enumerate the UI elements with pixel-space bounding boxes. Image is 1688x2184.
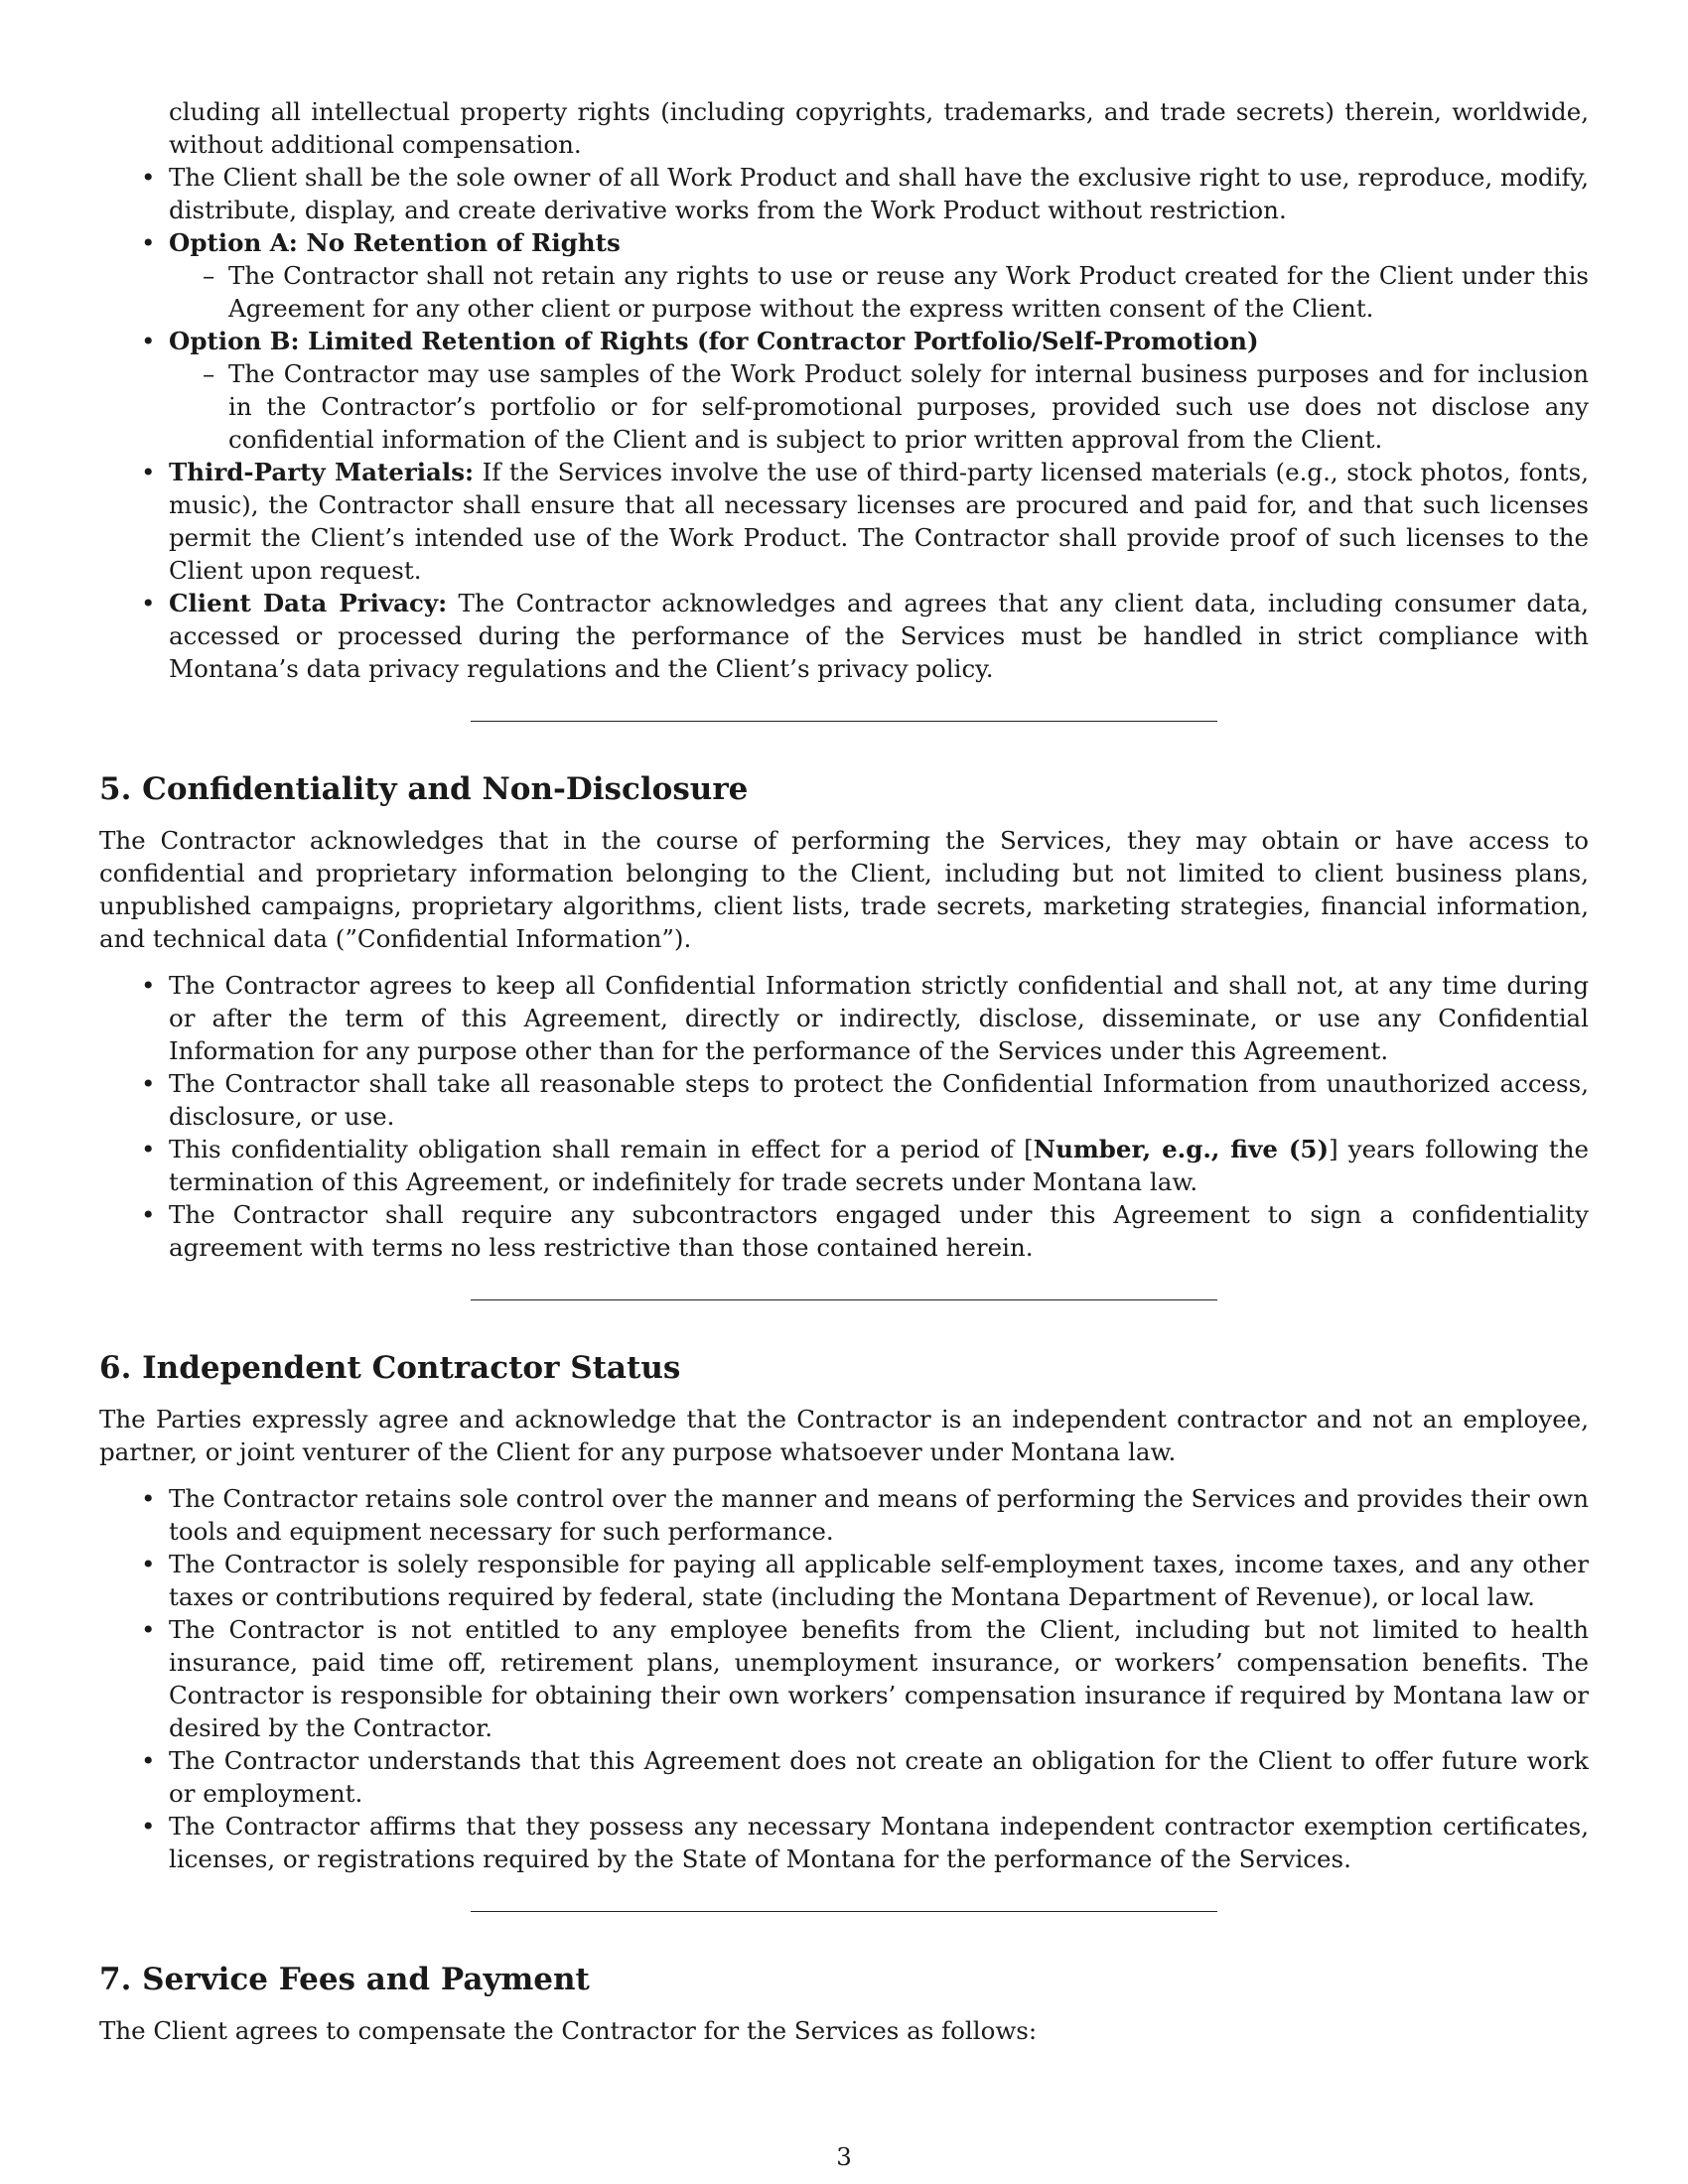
section-7-intro: The Client agrees to compensate the Contractor for the Services as follows:	[99, 2016, 1038, 2045]
third-party-label: Third-Party Materials:	[169, 458, 475, 486]
list-item: • The Contractor affirms that they possess any necessary Montana independent contractor exemption certificates, licenses, or registrations required by the State of Montana for the performance of the Services.	[99, 1810, 1589, 1875]
contractor-status-list	[99, 1482, 1589, 1875]
list-item	[99, 1133, 1589, 1198]
list-item: • The Contractor shall require any subcontractors engaged under this Agreement to sign a confidentiality agreement with terms no less restrictive than those contained herein.	[99, 1198, 1589, 1264]
list-item-option-b	[99, 325, 1589, 456]
section-6-heading: 6. Independent Contractor Status	[99, 1350, 681, 1386]
list-item: • The Client shall be the sole owner of all Work Product and shall have the exclusive right to use, reproduce, modify, distribute, display, and create derivative works from the Work Product without restriction.	[99, 161, 1589, 226]
section-divider	[471, 1299, 1217, 1300]
list-item: • The Contractor is solely responsible for paying all applicable self-employment taxes, income taxes, and any other taxes or contributions required by federal, state (including the Montana Department of Revenue), or local law.	[99, 1548, 1589, 1613]
list-item-option-a	[99, 226, 1589, 325]
section-7-heading: 7. Service Fees and Payment	[99, 1962, 590, 1997]
document-page	[99, 95, 1589, 2061]
section-5-intro: The Contractor acknowledges that in the course of performing the Services, they may obtain or have access to confidential and proprietary information belonging to the Client, including but not limited to client business plans, unpublished campaigns, proprietary algorithms, client lists, trade secrets, marketing strategies, financial information, and technical data (”Confidential Information”).	[99, 826, 1589, 953]
list-item: • The Contractor agrees to keep all Confidential Information strictly confidential and shall not, at any time during or after the term of this Agreement, directly or indirectly, disclose, disseminate, or use any Confidential Information for any purpose other than for the performance of the Services under this Agreement.	[99, 969, 1589, 1067]
item-text-post: ] years following the termination of this Agreement, or indefinitely for trade secrets under Montana law.	[169, 1135, 1589, 1196]
placeholder-number: Number, e.g., five (5)	[1033, 1135, 1330, 1163]
option-a-title: Option A: No Retention of Rights	[169, 228, 621, 257]
option-b-sublist	[169, 357, 1589, 456]
privacy-text: The Contractor acknowledges and agrees that any client data, including consumer data, accessed or processed during the performance of the Services must be handled in strict compliance with Montana’s data privacy regulations and the Client’s privacy policy.	[169, 589, 1589, 683]
ip-rights-list	[99, 95, 1589, 685]
confidentiality-list	[99, 969, 1589, 1264]
list-item: • The Contractor retains sole control over the manner and means of performing the Services and provides their own tools and equipment necessary for such performance.	[99, 1482, 1589, 1548]
list-item: • The Contractor understands that this Agreement does not create an obligation for the Client to offer future work or employment.	[99, 1744, 1589, 1810]
list-item-third-party	[99, 456, 1589, 587]
section-divider	[471, 721, 1217, 722]
list-item: • The Contractor shall take all reasonable steps to protect the Confidential Information from unauthorized access, disclosure, or use.	[99, 1067, 1589, 1133]
list-item: cluding all intellectual property rights (including copyrights, trademarks, and trade secrets) therein, worldwide, without additional compensation.	[169, 97, 1589, 159]
section-6-intro: The Parties expressly agree and acknowledge that the Contractor is an independent contractor and not an employee, partner, or joint venturer of the Client for any purpose whatsoever under Montana law.	[99, 1405, 1589, 1466]
option-b-title: Option B: Limited Retention of Rights (for Contractor Portfolio/Self-Promotion)	[169, 327, 1259, 355]
section-divider	[471, 1911, 1217, 1912]
list-item: – The Contractor may use samples of the Work Product solely for internal business purposes and for inclusion in the Contractor’s portfolio or for self-promotional purposes, provided such use does not disclose any confidential information of the Client and is subject to prior written approval from the Client.	[169, 357, 1589, 456]
page-number: 3	[836, 2142, 852, 2171]
option-a-sublist	[169, 259, 1589, 325]
third-party-text: If the Services involve the use of third-party licensed materials (e.g., stock photos, fonts, music), the Contractor shall ensure that all necessary licenses are procured and paid for, and that such licenses permit the Client’s intended use of the Work Product. The Contractor shall provide proof of such licenses to the Client upon request.	[169, 458, 1589, 585]
item-text-pre: This confidentiality obligation shall remain in effect for a period of [	[169, 1135, 1034, 1163]
list-item-privacy	[99, 587, 1589, 685]
list-item: • The Contractor is not entitled to any employee benefits from the Client, including but not limited to health insurance, paid time off, retirement plans, unemployment insurance, or workers’ compensation benefits. The Contractor is responsible for obtaining their own workers’ compensation insurance if required by Montana law or desired by the Contractor.	[99, 1613, 1589, 1744]
list-item: – The Contractor shall not retain any rights to use or reuse any Work Product created for the Client under this Agreement for any other client or purpose without the express written consent of the Client.	[169, 259, 1589, 325]
privacy-label: Client Data Privacy:	[169, 589, 448, 617]
section-5-heading: 5. Confidentiality and Non-Disclosure	[99, 771, 749, 807]
